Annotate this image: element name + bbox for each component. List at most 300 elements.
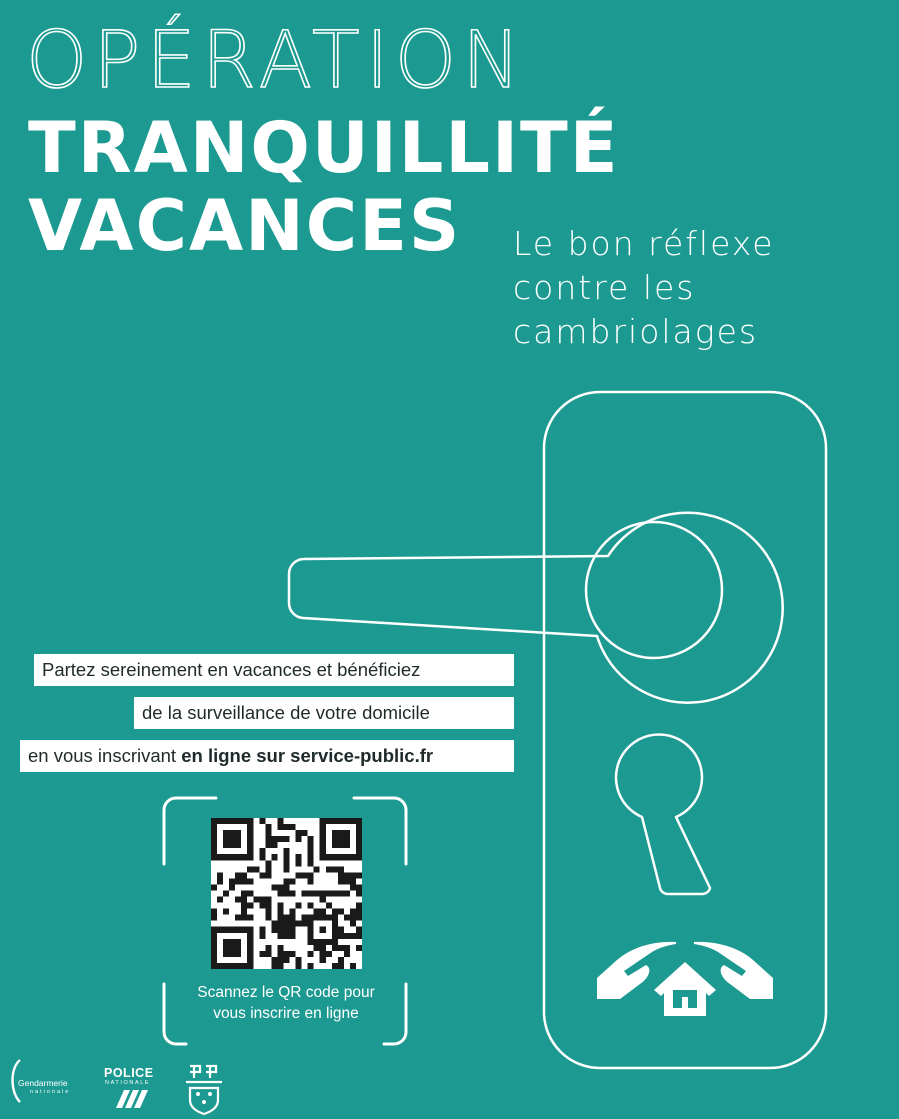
qr-module xyxy=(308,951,314,957)
qr-module xyxy=(302,872,308,878)
qr-module xyxy=(283,848,289,854)
qr-module xyxy=(338,854,344,860)
qr-module xyxy=(302,915,308,921)
qr-module xyxy=(350,921,356,927)
qr-module xyxy=(338,927,344,933)
qr-module xyxy=(338,945,344,951)
qr-module xyxy=(277,963,283,969)
qr-module xyxy=(344,872,350,878)
qr-module xyxy=(247,836,253,842)
police-sub-label: NATIONALE xyxy=(105,1080,151,1086)
qr-module xyxy=(277,890,283,896)
qr-module xyxy=(241,872,247,878)
qr-module xyxy=(326,951,332,957)
qr-module xyxy=(283,866,289,872)
qr-module xyxy=(314,890,320,896)
prefecture-emblem-icon xyxy=(182,1060,226,1116)
qr-module xyxy=(338,866,344,872)
qr-module xyxy=(326,866,332,872)
qr-module xyxy=(223,830,229,836)
qr-module xyxy=(247,818,253,824)
qr-module xyxy=(290,951,296,957)
qr-module xyxy=(290,921,296,927)
qr-module xyxy=(296,836,302,842)
qr-module xyxy=(235,945,241,951)
qr-module xyxy=(290,915,296,921)
qr-module xyxy=(320,818,326,824)
qr-module xyxy=(283,824,289,830)
qr-module xyxy=(223,939,229,945)
qr-module xyxy=(283,915,289,921)
qr-module xyxy=(350,909,356,915)
keyhole-icon xyxy=(616,735,710,895)
qr-module xyxy=(283,890,289,896)
qr-module xyxy=(326,818,332,824)
qr-module xyxy=(247,933,253,939)
qr-module xyxy=(344,830,350,836)
qr-module xyxy=(338,842,344,848)
qr-module xyxy=(277,927,283,933)
qr-module xyxy=(241,854,247,860)
qr-module xyxy=(338,818,344,824)
qr-module xyxy=(302,890,308,896)
qr-module xyxy=(235,927,241,933)
qr-module xyxy=(302,830,308,836)
qr-module xyxy=(211,957,217,963)
qr-module xyxy=(344,951,350,957)
qr-module xyxy=(296,903,302,909)
qr-code-icon[interactable] xyxy=(211,818,362,969)
qr-module xyxy=(247,903,253,909)
qr-module xyxy=(277,921,283,927)
qr-module xyxy=(235,951,241,957)
qr-module xyxy=(344,933,350,939)
qr-module xyxy=(247,830,253,836)
banner-plain-text: en vous inscrivant xyxy=(28,745,182,766)
qr-module xyxy=(356,830,362,836)
qr-module xyxy=(247,878,253,884)
qr-module xyxy=(314,909,320,915)
qr-module xyxy=(259,848,265,854)
qr-module xyxy=(259,903,265,909)
qr-module xyxy=(350,818,356,824)
qr-module xyxy=(320,890,326,896)
qr-module xyxy=(332,945,338,951)
qr-module xyxy=(356,909,362,915)
qr-module xyxy=(271,842,277,848)
qr-module xyxy=(326,854,332,860)
qr-module xyxy=(326,915,332,921)
qr-module xyxy=(211,915,217,921)
qr-module xyxy=(229,884,235,890)
qr-module xyxy=(241,963,247,969)
qr-module xyxy=(302,921,308,927)
qr-module xyxy=(320,830,326,836)
qr-module xyxy=(338,909,344,915)
qr-module xyxy=(223,927,229,933)
qr-module xyxy=(296,957,302,963)
qr-module xyxy=(217,897,223,903)
qr-module xyxy=(265,945,271,951)
qr-module xyxy=(235,830,241,836)
qr-caption-line-1: Scannez le QR code pour xyxy=(197,984,375,1001)
qr-module xyxy=(235,878,241,884)
qr-module xyxy=(229,951,235,957)
qr-module xyxy=(326,939,332,945)
qr-module xyxy=(235,842,241,848)
qr-module xyxy=(283,957,289,963)
qr-module xyxy=(356,945,362,951)
qr-module xyxy=(223,945,229,951)
qr-module xyxy=(229,939,235,945)
qr-module xyxy=(332,963,338,969)
qr-module xyxy=(277,933,283,939)
qr-module xyxy=(356,872,362,878)
qr-module xyxy=(265,903,271,909)
qr-module xyxy=(211,830,217,836)
qr-module xyxy=(217,878,223,884)
qr-module xyxy=(356,915,362,921)
qr-module xyxy=(259,818,265,824)
qr-module xyxy=(332,836,338,842)
qr-module xyxy=(229,878,235,884)
qr-module xyxy=(344,915,350,921)
qr-module xyxy=(211,854,217,860)
qr-module xyxy=(283,878,289,884)
qr-module xyxy=(332,854,338,860)
qr-module xyxy=(223,963,229,969)
qr-module xyxy=(277,909,283,915)
qr-module xyxy=(338,933,344,939)
qr-module xyxy=(308,860,314,866)
qr-module xyxy=(277,957,283,963)
qr-module xyxy=(253,866,259,872)
qr-module xyxy=(350,872,356,878)
qr-module xyxy=(265,842,271,848)
qr-module xyxy=(229,818,235,824)
qr-module xyxy=(247,957,253,963)
qr-module xyxy=(211,909,217,915)
qr-module xyxy=(356,933,362,939)
qr-module xyxy=(332,927,338,933)
qr-module xyxy=(344,890,350,896)
qr-module xyxy=(223,890,229,896)
qr-module xyxy=(277,945,283,951)
qr-module xyxy=(235,939,241,945)
qr-module xyxy=(259,854,265,860)
info-banner-line-3 xyxy=(20,740,514,772)
qr-module xyxy=(344,854,350,860)
qr-module xyxy=(265,830,271,836)
qr-module xyxy=(308,890,314,896)
qr-module xyxy=(217,963,223,969)
qr-module xyxy=(217,818,223,824)
info-banner-line-2: de la surveillance de votre domicile xyxy=(134,697,514,729)
qr-module xyxy=(308,878,314,884)
qr-caption-line-2: vous inscrire en ligne xyxy=(213,1005,359,1022)
qr-module xyxy=(241,890,247,896)
qr-module xyxy=(356,903,362,909)
qr-module xyxy=(296,860,302,866)
police-nationale-logo xyxy=(100,1066,164,1114)
qr-module xyxy=(247,945,253,951)
qr-module xyxy=(350,963,356,969)
qr-module xyxy=(308,836,314,842)
qr-module xyxy=(290,933,296,939)
gendarmerie-sub-label: nationale xyxy=(30,1089,71,1095)
qr-module xyxy=(265,860,271,866)
qr-module xyxy=(308,915,314,921)
qr-module xyxy=(265,909,271,915)
qr-module xyxy=(211,939,217,945)
qr-module xyxy=(247,951,253,957)
qr-module xyxy=(332,915,338,921)
qr-module xyxy=(229,945,235,951)
qr-module xyxy=(223,836,229,842)
qr-module xyxy=(338,878,344,884)
qr-module xyxy=(247,824,253,830)
qr-module xyxy=(338,963,344,969)
qr-module xyxy=(247,866,253,872)
qr-module xyxy=(265,915,271,921)
qr-module xyxy=(296,830,302,836)
qr-module xyxy=(320,927,326,933)
qr-module xyxy=(332,830,338,836)
police-stripes-icon xyxy=(114,1088,154,1110)
qr-module xyxy=(229,836,235,842)
qr-module xyxy=(326,903,332,909)
gendarmerie-label: Gendarmerie xyxy=(18,1078,68,1088)
qr-module xyxy=(235,872,241,878)
qr-module xyxy=(320,897,326,903)
qr-module xyxy=(247,939,253,945)
qr-module xyxy=(344,945,350,951)
qr-module xyxy=(338,830,344,836)
qr-module xyxy=(338,957,344,963)
qr-module xyxy=(265,836,271,842)
qr-module xyxy=(229,842,235,848)
qr-module xyxy=(296,854,302,860)
qr-module xyxy=(241,927,247,933)
qr-module xyxy=(211,836,217,842)
qr-module xyxy=(247,854,253,860)
title-tranquillite: TRANQUILLITÉ xyxy=(28,107,620,189)
qr-module xyxy=(308,939,314,945)
qr-module xyxy=(290,927,296,933)
prefecture-police-logo xyxy=(182,1060,226,1116)
qr-module xyxy=(259,951,265,957)
qr-module xyxy=(314,866,320,872)
qr-module xyxy=(229,854,235,860)
qr-module xyxy=(356,927,362,933)
qr-module xyxy=(314,939,320,945)
qr-module xyxy=(332,909,338,915)
qr-module xyxy=(308,927,314,933)
qr-module xyxy=(265,872,271,878)
tagline-line-2: contre les xyxy=(513,268,696,307)
qr-module xyxy=(271,854,277,860)
qr-module xyxy=(259,933,265,939)
qr-module xyxy=(290,824,296,830)
qr-module xyxy=(308,933,314,939)
qr-module xyxy=(338,890,344,896)
qr-module xyxy=(283,933,289,939)
qr-module xyxy=(229,830,235,836)
rosette-inner-outline xyxy=(586,522,722,658)
qr-module xyxy=(241,915,247,921)
qr-module xyxy=(235,854,241,860)
qr-module xyxy=(247,890,253,896)
qr-module xyxy=(247,963,253,969)
hands-protecting-house-icon xyxy=(597,942,773,1016)
qr-module xyxy=(314,915,320,921)
qr-module xyxy=(271,884,277,890)
qr-module xyxy=(283,921,289,927)
qr-module xyxy=(344,878,350,884)
qr-module xyxy=(211,818,217,824)
qr-module xyxy=(241,897,247,903)
qr-module xyxy=(265,866,271,872)
qr-module xyxy=(308,963,314,969)
qr-module xyxy=(277,836,283,842)
qr-module xyxy=(247,848,253,854)
qr-module xyxy=(350,884,356,890)
qr-module xyxy=(235,818,241,824)
qr-module xyxy=(356,884,362,890)
qr-module xyxy=(235,963,241,969)
qr-module xyxy=(211,951,217,957)
qr-module xyxy=(332,842,338,848)
qr-module xyxy=(277,818,283,824)
qr-module xyxy=(271,836,277,842)
qr-module xyxy=(308,842,314,848)
qr-module xyxy=(332,866,338,872)
qr-module xyxy=(320,951,326,957)
qr-module xyxy=(277,951,283,957)
qr-module xyxy=(277,915,283,921)
qr-module xyxy=(223,842,229,848)
qr-module xyxy=(265,824,271,830)
qr-module xyxy=(320,836,326,842)
qr-module xyxy=(223,909,229,915)
qr-module xyxy=(350,915,356,921)
qr-module xyxy=(271,957,277,963)
qr-module xyxy=(229,927,235,933)
gendarmerie-logo xyxy=(8,1058,88,1108)
qr-module xyxy=(217,854,223,860)
qr-module xyxy=(211,945,217,951)
qr-module xyxy=(235,897,241,903)
info-banner-line-1: Partez sereinement en vacances et bénéficiez xyxy=(34,654,514,686)
qr-module xyxy=(223,854,229,860)
police-label: POLICE xyxy=(104,1066,154,1080)
qr-module xyxy=(308,848,314,854)
qr-module xyxy=(320,842,326,848)
qr-module xyxy=(338,836,344,842)
qr-module xyxy=(308,854,314,860)
qr-module xyxy=(283,860,289,866)
qr-module xyxy=(277,824,283,830)
qr-module xyxy=(290,878,296,884)
qr-module xyxy=(223,818,229,824)
qr-module xyxy=(332,933,338,939)
qr-module xyxy=(326,890,332,896)
qr-module xyxy=(344,836,350,842)
qr-module xyxy=(314,945,320,951)
qr-module xyxy=(283,854,289,860)
qr-module xyxy=(283,836,289,842)
qr-module xyxy=(290,909,296,915)
qr-module xyxy=(265,897,271,903)
qr-module xyxy=(211,848,217,854)
qr-module xyxy=(290,890,296,896)
qr-module xyxy=(356,824,362,830)
title-vacances: VACANCES xyxy=(28,185,462,267)
qr-module xyxy=(356,836,362,842)
qr-module xyxy=(320,824,326,830)
qr-module xyxy=(356,890,362,896)
service-public-link[interactable]: en ligne sur service-public.fr xyxy=(181,745,434,766)
qr-module xyxy=(211,927,217,933)
qr-module xyxy=(259,927,265,933)
qr-module xyxy=(350,933,356,939)
qr-module xyxy=(296,921,302,927)
qr-module xyxy=(356,842,362,848)
qr-module xyxy=(296,963,302,969)
qr-module xyxy=(235,836,241,842)
qr-module xyxy=(253,897,259,903)
qr-module xyxy=(308,903,314,909)
qr-module xyxy=(356,848,362,854)
qr-module xyxy=(308,872,314,878)
qr-module xyxy=(277,884,283,890)
qr-module xyxy=(259,897,265,903)
qr-module xyxy=(320,915,326,921)
qr-module xyxy=(241,903,247,909)
qr-module xyxy=(223,951,229,957)
qr-module xyxy=(350,854,356,860)
qr-module xyxy=(211,842,217,848)
qr-module xyxy=(308,921,314,927)
qr-module xyxy=(356,818,362,824)
qr-module xyxy=(344,818,350,824)
qr-module xyxy=(211,884,217,890)
qr-module xyxy=(356,854,362,860)
title-operation: OPÉRATION xyxy=(26,16,527,106)
qr-module xyxy=(320,909,326,915)
qr-module xyxy=(271,921,277,927)
qr-module xyxy=(247,915,253,921)
qr-module xyxy=(332,890,338,896)
qr-module xyxy=(350,878,356,884)
qr-module xyxy=(247,842,253,848)
qr-module xyxy=(332,921,338,927)
qr-module xyxy=(265,951,271,957)
qr-module xyxy=(271,963,277,969)
qr-module xyxy=(241,909,247,915)
qr-module xyxy=(211,824,217,830)
qr-module xyxy=(277,903,283,909)
qr-module xyxy=(259,872,265,878)
qr-module xyxy=(241,818,247,824)
qr-module xyxy=(344,842,350,848)
qr-module xyxy=(283,951,289,957)
tagline-line-3: cambriolages xyxy=(513,312,759,351)
qr-module xyxy=(229,963,235,969)
qr-module xyxy=(332,939,338,945)
qr-module xyxy=(320,939,326,945)
qr-module xyxy=(338,872,344,878)
